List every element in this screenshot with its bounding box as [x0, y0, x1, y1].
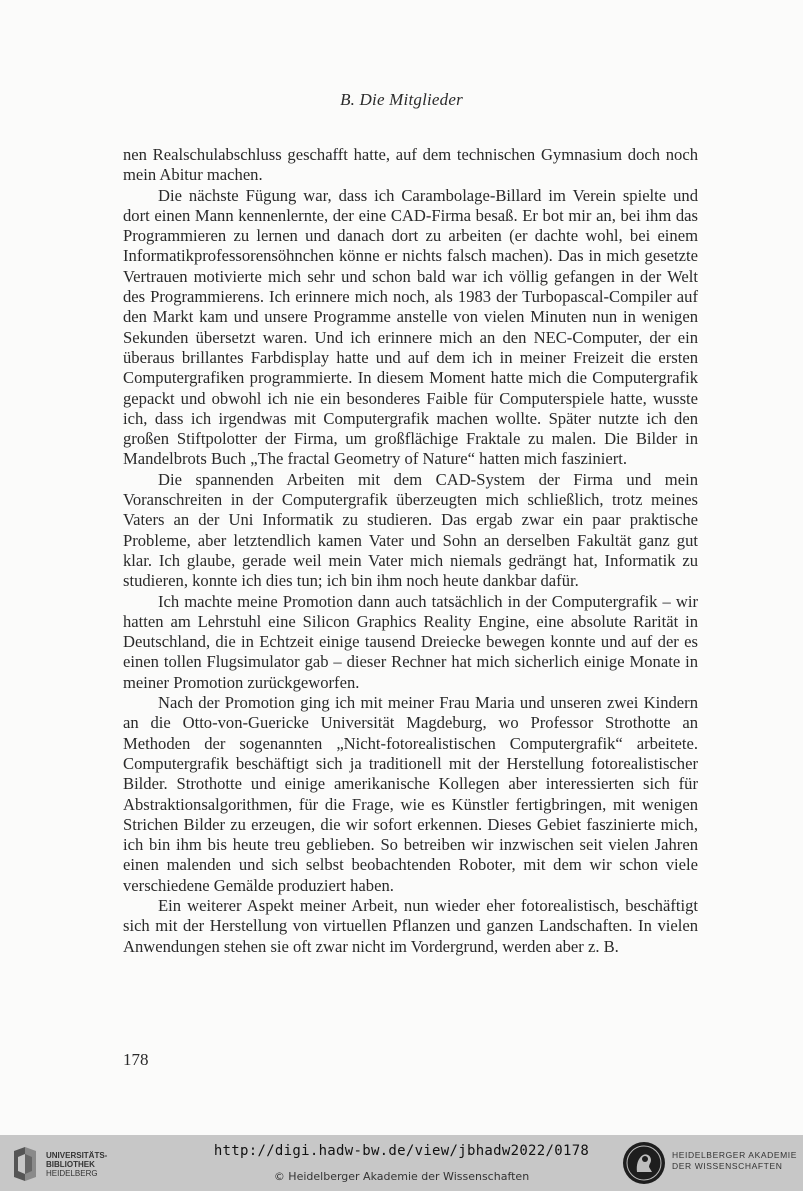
- source-url-link[interactable]: http://digi.hadw-bw.de/view/jbhadw2022/0178: [213, 1143, 590, 1159]
- page-number: 178: [123, 1050, 149, 1069]
- paragraph: Die spannenden Arbeiten mit dem CAD-System der Firma und mein Voranschreiten in der Computergrafik überzeugten mich schließlich, trotz meines Vaters an der Uni Informatik zu studieren. Das ergab zwar ein paar praktische Probleme, aber letztendlich kamen Vater und Sohn an derselben Fakultät ganz gut klar. Ich glaube, gerade weil mein Vater mich niemals gedrängt hat, Informatik zu studieren, konnte ich dies tun; ich bin ihm noch heute dankbar dafür.: [123, 469, 698, 591]
- academy-name-line: HEIDELBERGER AKADEMIE: [672, 1150, 798, 1160]
- library-name-line: BIBLIOTHEK: [46, 1160, 95, 1169]
- copyright-notice: © Heidelberger Akademie der Wissenschaften: [273, 1170, 530, 1183]
- footer-bar: [0, 1135, 803, 1191]
- paragraph: nen Realschulabschluss geschafft hatte, auf dem technischen Gymnasium doch noch mein Abitur machen.: [123, 145, 698, 185]
- academy-name-line: DER WISSENSCHAFTEN: [672, 1161, 783, 1171]
- running-head: B. Die Mitglieder: [340, 90, 463, 109]
- paragraph: Nach der Promotion ging ich mit meiner Frau Maria und unseren zwei Kindern an die Otto-von-Guericke Universität Magdeburg, wo Professor Strothotte an Methoden der sogenannten „Nicht-fotorealistischen Computergrafik“ arbeitete. Computergrafik beschäftigt sich ja traditionell mit der Herstellung fotorealistischer Bilder. Strothotte und einige amerikanische Kollegen aber interessierten sich für Abstraktionsalgorithmen, für die Frage, wie es Künstler fertigbringen, mit wenigen Strichen Bilder zu erzeugen, die wir sofort erkennen. Dieses Gebiet faszinierte mich, ich bin ihm bis heute treu geblieben. So betreiben wir inzwischen seit vielen Jahren einen malenden und sich selbst beobachtenden Roboter, mit dem wir schon viele verschiedene Gemälde produziert haben.: [123, 693, 698, 895]
- paragraph: Die nächste Fügung war, dass ich Carambolage-Billard im Verein spielte und dort einen Mann kennenlernte, der eine CAD-Firma besaß. Er bot mir an, bei ihm das Programmieren zu lernen und danach dort zu arbeiten (er dachte wohl, bei einem Informatikprofessorensöhnchen könne er nichts falsch machen). Das in mich gesetzte Vertrauen motivierte mich sehr und schon bald war ich völlig gefangen in der Welt des Programmierens. Ich erinnere mich noch, als 1983 der Turbopascal-Compiler auf den Markt kam und unsere Programme anstelle von vielen Minuten nun in wenigen Sekunden übersetzt waren. Und ich erinnere mich an den NEC-Computer, der ein überaus brillantes Farbdisplay hatte und auf dem ich in meiner Freizeit die ersten Computergrafiken programmierte. In diesem Moment hatte mich die Computergrafik gepackt und obwohl ich nie ein besonderes Faible für Computerspiele hatte, wusste ich, dass ich irgendwas mit Computergrafik machen wollte. Später nutzte ich den großen Stiftpolotter der Firma, um großflächige Fraktale zu malen. Die Bilder in Mandelbrots Buch „The fractal Geometry of Nature“ hatten mich fasziniert.: [123, 185, 698, 469]
- page-body: [123, 145, 698, 957]
- academy-name[interactable]: [672, 1150, 797, 1172]
- paragraph: Ich machte meine Promotion dann auch tatsächlich in der Computergrafik – wir hatten am Lehrstuhl eine Silicon Graphics Reality Engine, eine absolute Rarität in Deutschland, die in Echtzeit einige tausend Dreiecke bewegen konnte und auf der es einen tollen Flugsimulator gab – dieser Rechner hat mich sicherlich einige Monate in meiner Promotion zurückgeworfen.: [123, 591, 698, 692]
- paragraph: Ein weiterer Aspekt meiner Arbeit, nun wieder eher fotorealistisch, beschäftigt sich mit der Herstellung von virtuellen Pflanzen und ganzen Landschaften. In vielen Anwendungen stehen sie oft zwar nicht im Vordergrund, werden aber z. B.: [123, 895, 698, 956]
- academy-seal-icon[interactable]: [622, 1141, 666, 1185]
- library-name-line: UNIVERSITÄTS-: [46, 1151, 108, 1160]
- library-name-line: HEIDELBERG: [46, 1169, 98, 1178]
